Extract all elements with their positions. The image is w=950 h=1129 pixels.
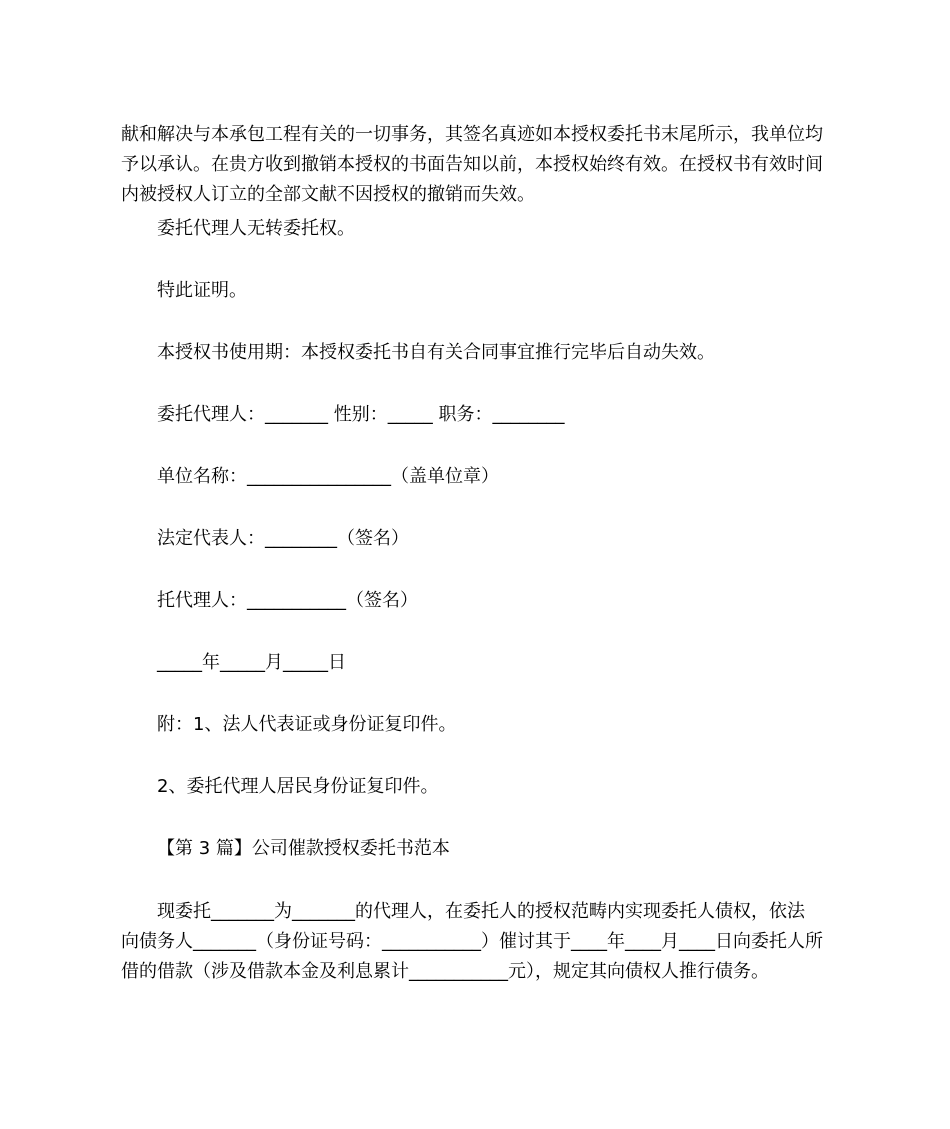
paragraph-collection-authorization [121, 897, 833, 987]
field-agent-signature: 托代理人：___________（签名） [157, 590, 418, 611]
field-date: _____年_____月_____日 [157, 652, 346, 673]
paragraph-no-subdelegation: 委托代理人无转委托权。 [157, 218, 355, 239]
paragraph-validity-period: 本授权书使用期：本授权委托书自有关合同事宜推行完毕后自动失效。 [157, 342, 715, 363]
text-line: 内被授权人订立的全部文献不因授权的撤销而失效。 [121, 184, 535, 205]
attachment-item-1: 附：1、法人代表证或身份证复印件。 [157, 714, 457, 735]
text-line: 予以承认。在贵方收到撤销本授权的书面告知以前，本授权始终有效。在授权书有效时间 [121, 154, 823, 175]
section-heading: 【第 3 篇】公司催款授权委托书范本 [157, 838, 450, 859]
field-company-name: 单位名称：________________（盖单位章） [157, 466, 499, 487]
text-line: 向债务人_______（身份证号码：___________）催讨其于____年____月____日向委托人所 [121, 931, 823, 952]
paragraph-certification: 特此证明。 [157, 280, 247, 301]
field-agent-gender-title: 委托代理人：_______ 性别：_____ 职务：________ [157, 404, 565, 425]
attachment-item-2: 2、委托代理人居民身份证复印件。 [157, 776, 439, 797]
paragraph-authorization-scope [121, 120, 833, 210]
field-legal-representative: 法定代表人：________（签名） [157, 528, 409, 549]
text-line: 借的借款（涉及借款本金及利息累计___________元），规定其向债权人推行债务。 [121, 961, 769, 982]
text-line: 现委托_______为_______的代理人，在委托人的授权范畴内实现委托人债权，依法 [157, 901, 805, 922]
text-line: 献和解决与本承包工程有关的一切事务，其签名真迹如本授权委托书末尾所示，我单位均 [121, 124, 823, 145]
